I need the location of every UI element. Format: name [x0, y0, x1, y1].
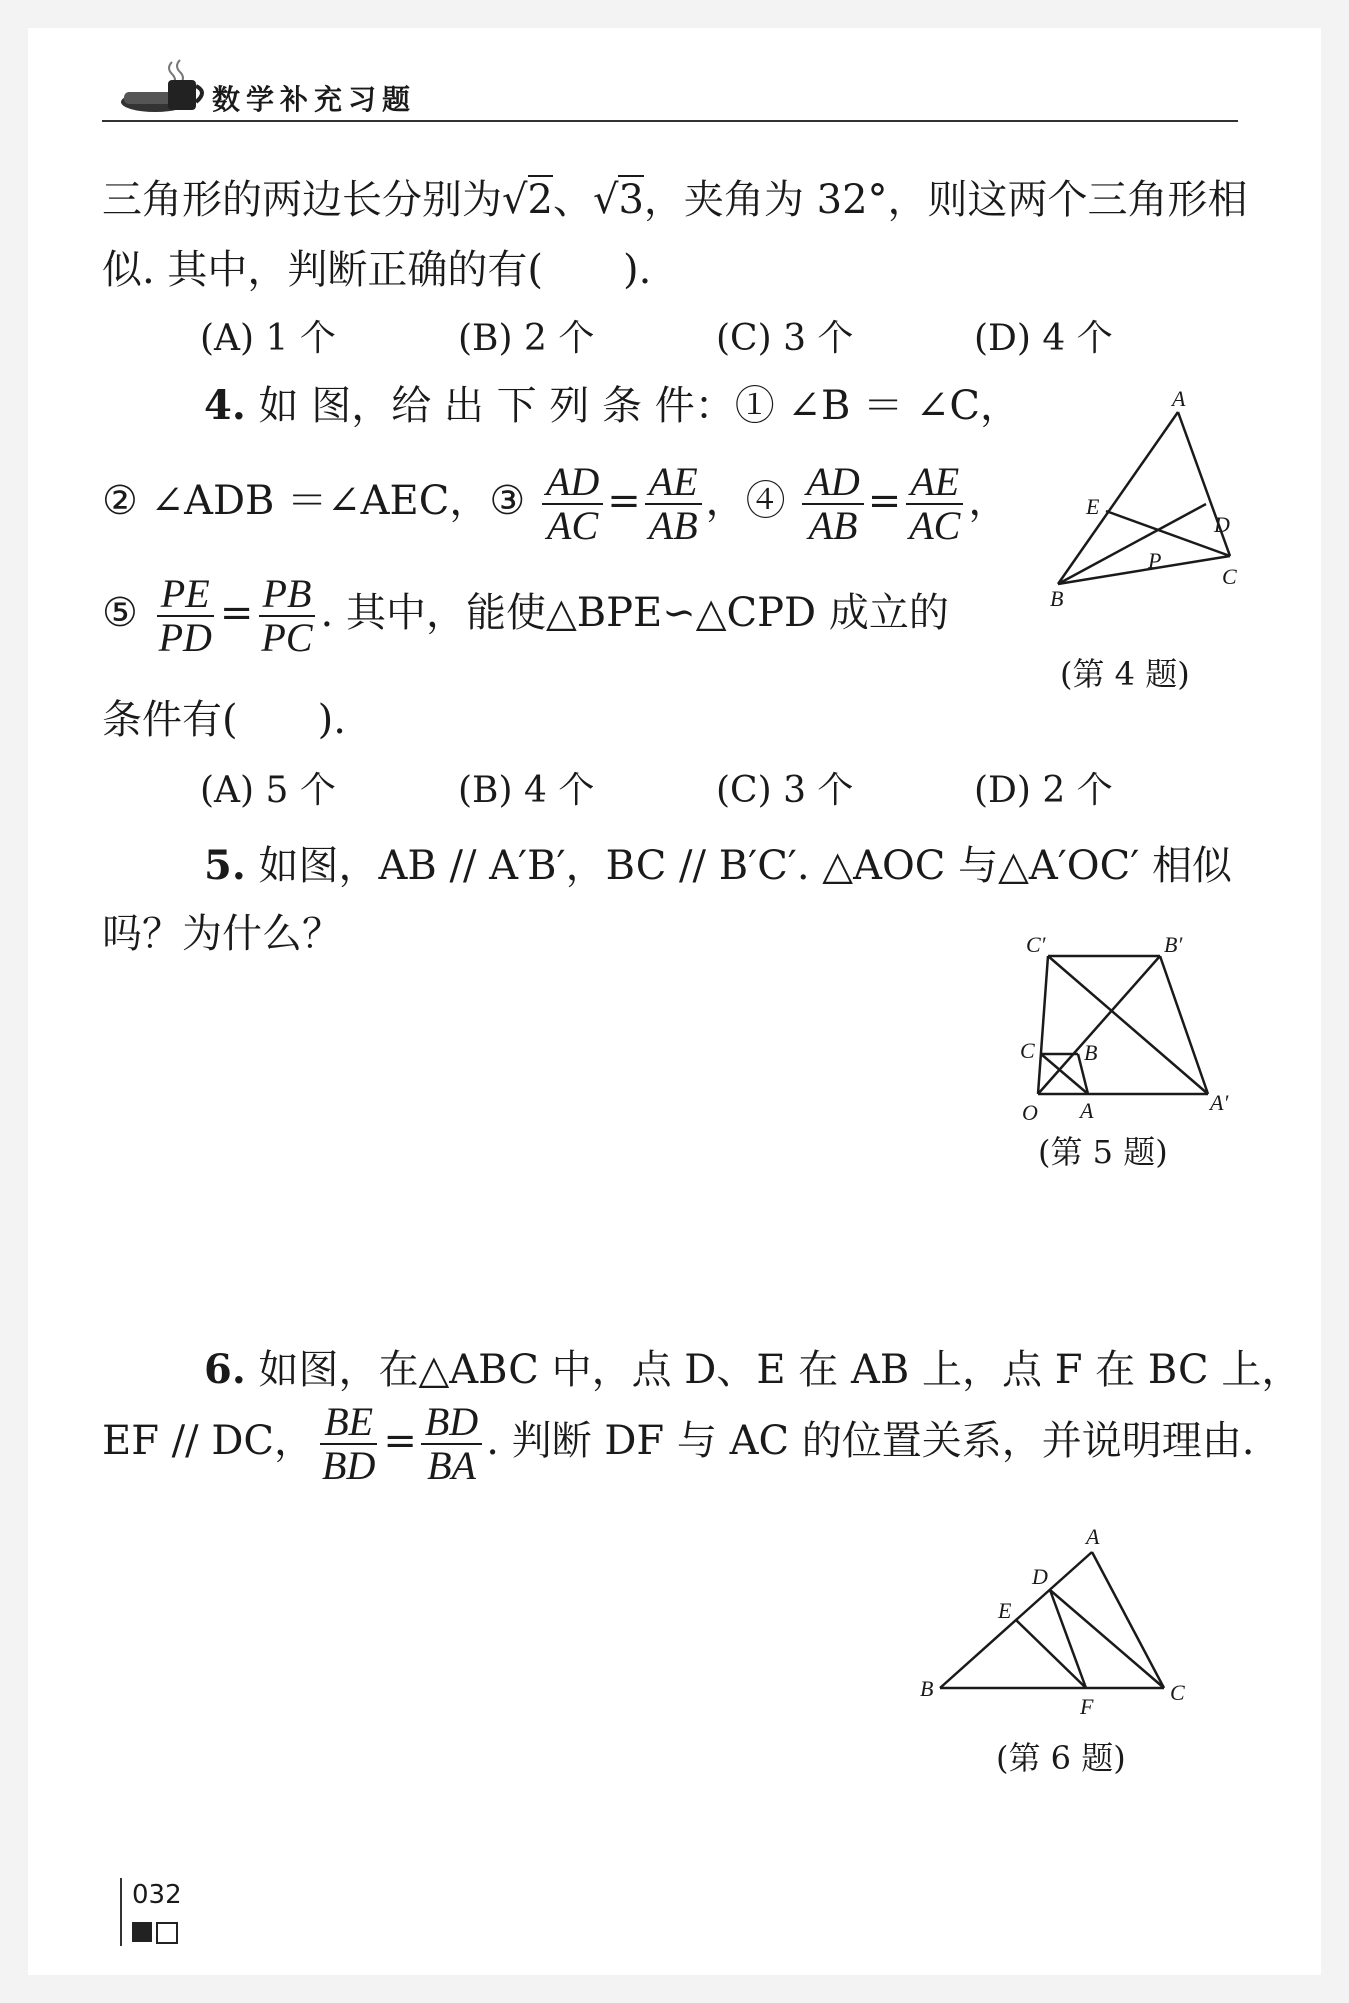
q4-line3 [102, 570, 949, 659]
q3-option-b: (B) 2 个 [458, 318, 595, 359]
q4-label-c: C [1222, 564, 1237, 589]
frac-denominator: AB [648, 503, 698, 548]
q6-label-a: A [1086, 1524, 1100, 1549]
q5-label-a: A [1080, 1098, 1094, 1123]
q5-line1 [204, 840, 1232, 892]
q5-segment-ca [1041, 1054, 1088, 1094]
q5-label-c-prime: C′ [1026, 932, 1046, 957]
q3-sqrt-a: 2 [527, 177, 553, 223]
q4-line2 [102, 458, 1008, 547]
page [28, 28, 1321, 1975]
q6-side-ac [1092, 1552, 1164, 1688]
q6-line2-prefix: EF // DC， [102, 1418, 315, 1464]
header-logo [120, 58, 220, 118]
q4-comma-end: ， [968, 478, 1009, 524]
q5-number: 5. [204, 842, 246, 889]
footer-empty-square-icon [156, 1922, 178, 1944]
equals-sign: = [607, 478, 641, 524]
frac-numerator: AD [802, 461, 863, 505]
q3-option-c: (C) 3 个 [716, 318, 854, 359]
frac-denominator: AB [808, 503, 858, 548]
q4-line1 [204, 380, 1020, 432]
q4-option-c: (C) 3 个 [716, 770, 854, 811]
q6-figure [914, 1522, 1204, 1722]
sqrt-symbol: √ [592, 177, 619, 223]
page-number: 032 [132, 1880, 182, 1910]
q6-label-d: D [1032, 1564, 1048, 1589]
q4-label-p: P [1148, 548, 1162, 573]
q5-label-o: O [1022, 1100, 1038, 1125]
equals-sign: = [867, 478, 902, 524]
book-cup-icon [120, 58, 220, 118]
q4-frac-pe-pd [155, 573, 216, 659]
q4-label-e: E [1086, 494, 1100, 519]
q6-label-b: B [920, 1676, 934, 1701]
q5-side-oc1 [1038, 956, 1048, 1094]
frac-numerator: AE [645, 461, 702, 505]
q5-label-c: C [1020, 1038, 1035, 1063]
q3-line1-suffix: ，夹角为 32°，则这两个三角形相 [643, 177, 1248, 223]
frac-numerator: AE [906, 461, 963, 505]
frac-numerator: PB [259, 573, 316, 617]
frac-denominator: PD [158, 615, 212, 660]
q4-option-a: (A) 5 个 [200, 770, 336, 811]
equals-sign: = [383, 1418, 417, 1464]
header-title: 数学补充习题 [212, 83, 417, 116]
q4-figure [1038, 388, 1248, 608]
q3-option-d: (D) 4 个 [974, 318, 1113, 359]
q3-line1 [102, 174, 1248, 226]
q5-figure-caption: (第 5 题) [1038, 1133, 1168, 1171]
q3-line1-prefix: 三角形的两边长分别为 [102, 177, 502, 223]
q3-line2: 似. 其中，判断正确的有( ). [102, 247, 652, 293]
q6-label-e: E [998, 1598, 1012, 1623]
frac-numerator: BD [421, 1401, 482, 1445]
frac-denominator: AC [547, 503, 599, 548]
q6-label-f: F [1080, 1694, 1094, 1719]
q6-frac-be-bd [318, 1401, 379, 1487]
q6-segment-ef [1016, 1620, 1086, 1688]
q6-frac-bd-ba [421, 1401, 482, 1487]
frac-numerator: AD [542, 461, 603, 505]
q4-line1-text: 如 图，给 出 下 列 条 件：① ∠B ＝ ∠C， [258, 383, 1020, 429]
footer-filled-square-icon [132, 1922, 152, 1942]
q4-frac-ad-ab [802, 461, 863, 547]
q3-sep: 、 [552, 177, 593, 223]
q5-line1-text: 如图，AB // A′B′，BC // B′C′. △AOC 与△A′OC′ 相似 [258, 843, 1232, 889]
q4-frac-ae-ac [905, 461, 964, 547]
q5-label-b-prime: B′ [1164, 932, 1183, 957]
frac-numerator: BE [320, 1401, 377, 1445]
equals-sign: = [219, 590, 254, 636]
q6-number: 6. [204, 1346, 246, 1393]
q4-option-b: (B) 4 个 [458, 770, 595, 811]
q4-label-b: B [1050, 586, 1064, 608]
q6-line1-text: 如图，在△ABC 中，点 D、E 在 AB 上，点 F 在 BC 上， [258, 1347, 1302, 1393]
q4-number: 4. [204, 382, 246, 429]
q4-figure-caption: (第 4 题) [1060, 655, 1190, 693]
frac-denominator: PC [261, 615, 313, 660]
frac-denominator: AC [909, 503, 961, 548]
sqrt-symbol: √ [502, 177, 528, 223]
q5-label-a-prime: A′ [1210, 1090, 1229, 1115]
q4-label-a: A [1172, 388, 1186, 411]
q3-sqrt-b: 3 [618, 177, 644, 223]
q5-segment-ob1 [1038, 956, 1160, 1094]
q4-option-d: (D) 2 个 [974, 770, 1113, 811]
q4-frac-pb-pc [257, 573, 316, 659]
header-rule [102, 120, 1238, 122]
q4-comma-4: ，④ [705, 478, 786, 524]
frac-denominator: BA [427, 1443, 476, 1488]
footer-rule [120, 1878, 122, 1946]
frac-numerator: PE [157, 573, 214, 617]
q5-line2: 吗？为什么？ [102, 911, 342, 957]
q6-line2-suffix: . 判断 DF 与 AC 的位置关系，并说明理由. [486, 1418, 1255, 1464]
frac-denominator: BD [322, 1443, 376, 1488]
q4-cond5-prefix: ⑤ [102, 590, 138, 636]
q5-label-b: B [1084, 1040, 1098, 1065]
q4-frac-ad-ac [542, 461, 603, 547]
q5-figure [1008, 926, 1248, 1126]
q6-line1 [204, 1344, 1301, 1396]
q6-figure-caption: (第 6 题) [996, 1739, 1126, 1777]
q6-label-c: C [1170, 1680, 1185, 1705]
q4-label-d: D [1214, 512, 1230, 537]
q4-cond2: ② ∠ADB ＝∠AEC，③ [102, 478, 526, 524]
q6-line2 [102, 1398, 1255, 1487]
q4-cond5-suffix: . 其中，能使△BPE∽△CPD 成立的 [320, 590, 949, 636]
q4-line4: 条件有( ). [102, 697, 346, 743]
q4-frac-ae-ab [645, 461, 702, 547]
q3-option-a: (A) 1 个 [200, 318, 336, 359]
